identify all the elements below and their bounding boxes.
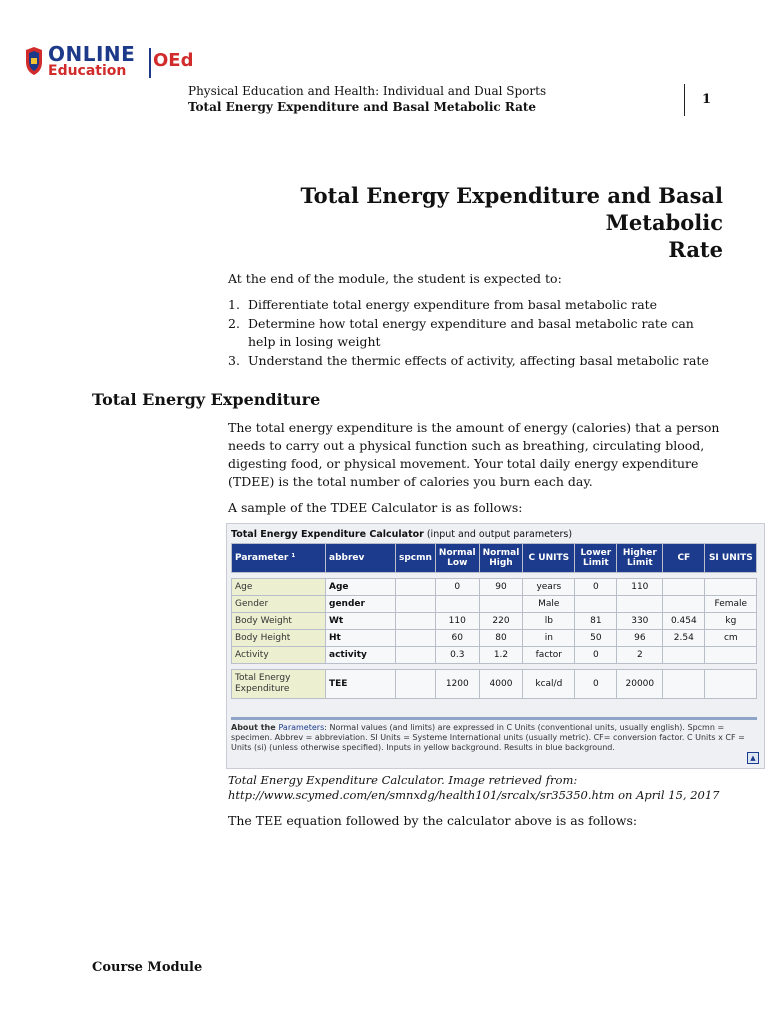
table-cell: 330 — [617, 613, 663, 630]
table-cell: 50 — [575, 630, 617, 647]
table-cell: 1200 — [435, 670, 479, 699]
table-cell: kcal/d — [523, 670, 575, 699]
logo-oed-text: OEd — [153, 50, 194, 71]
calculator-table — [231, 543, 757, 699]
table-cell: Wt — [326, 613, 396, 630]
table-cell: 0 — [575, 670, 617, 699]
column-header: Lower Limit — [575, 544, 617, 573]
table-cell — [705, 647, 757, 664]
table-cell: TEE — [326, 670, 396, 699]
table-row — [232, 613, 757, 630]
table-cell: 4000 — [479, 670, 523, 699]
table-cell — [435, 596, 479, 613]
header-course: Physical Education and Health: Individual and Dual Sports — [188, 84, 547, 98]
table-cell: Body Height — [232, 630, 326, 647]
logo — [22, 42, 194, 84]
logo-separator — [149, 48, 151, 78]
column-header: Parameter ¹ — [232, 544, 326, 573]
table-cell — [575, 596, 617, 613]
table-cell — [705, 670, 757, 699]
column-header: Higher Limit — [617, 544, 663, 573]
up-arrow-icon[interactable]: ▲ — [747, 752, 759, 764]
objective-number: 2. — [228, 316, 240, 331]
column-header: abbrev — [326, 544, 396, 573]
table-cell: 0.454 — [663, 613, 705, 630]
table-cell — [663, 647, 705, 664]
table-cell — [479, 596, 523, 613]
table-cell: Male — [523, 596, 575, 613]
table-cell[interactable] — [396, 596, 436, 613]
table-cell: Body Weight — [232, 613, 326, 630]
table-cell[interactable] — [396, 647, 436, 664]
figure-caption — [228, 773, 719, 803]
table-row — [232, 579, 757, 596]
calculator-note-bold: About the — [231, 723, 279, 732]
objective-number: 3. — [228, 353, 240, 368]
table-row — [232, 596, 757, 613]
column-header: Normal Low — [435, 544, 479, 573]
parameters-link[interactable]: Parameters — [278, 723, 325, 732]
table-cell[interactable] — [396, 579, 436, 596]
table-cell: 110 — [435, 613, 479, 630]
page-title-line2: Rate — [668, 237, 723, 262]
calculator-title-rest: (input and output parameters) — [423, 529, 573, 540]
header-topic: Total Energy Expenditure and Basal Metabolic Rate — [188, 100, 537, 114]
table-cell: 81 — [575, 613, 617, 630]
table-cell: 1.2 — [479, 647, 523, 664]
caption-line2: http://www.scymed.com/en/smnxdg/health101/srcalx/sr35350.htm on April 15, 2017 — [228, 788, 720, 802]
logo-education-text: Education — [48, 63, 127, 79]
column-header: CF — [663, 544, 705, 573]
table-cell — [617, 596, 663, 613]
table-cell: 96 — [617, 630, 663, 647]
intro-text: At the end of the module, the student is expected to: — [228, 271, 562, 286]
table-cell: 0 — [575, 647, 617, 664]
footer-course-module: Course Module — [92, 960, 203, 975]
calculator-title-bold: Total Energy Expenditure Calculator — [231, 529, 424, 540]
table-cell: factor — [523, 647, 575, 664]
table-cell: Gender — [232, 596, 326, 613]
equation-intro: The TEE equation followed by the calculator above is as follows: — [228, 813, 638, 828]
table-cell: cm — [705, 630, 757, 647]
table-header-row — [232, 544, 757, 573]
table-cell: 2.54 — [663, 630, 705, 647]
table-cell: Age — [232, 579, 326, 596]
section-paragraph: The total energy expenditure is the amount of energy (calories) that a person needs to carry out a physical function such as breathing, circulating blood, digesting food, or physical movement. Your total daily energy expenditure (TDEE) is the total number of calories you burn each day. — [228, 420, 720, 489]
column-header: Normal High — [479, 544, 523, 573]
table-cell: 110 — [617, 579, 663, 596]
table-cell: Age — [326, 579, 396, 596]
table-cell: 220 — [479, 613, 523, 630]
caption-line1: Total Energy Expenditure Calculator. Image retrieved from: — [228, 773, 578, 787]
table-cell: years — [523, 579, 575, 596]
section-heading: Total Energy Expenditure — [92, 390, 321, 409]
page-title-line1: Total Energy Expenditure and Basal Metabolic — [300, 183, 723, 235]
table-cell — [663, 670, 705, 699]
table-row — [232, 630, 757, 647]
table-cell[interactable] — [396, 670, 436, 699]
table-cell: in — [523, 630, 575, 647]
table-cell: Female — [705, 596, 757, 613]
table-cell — [663, 579, 705, 596]
tdee-calculator-figure — [226, 523, 765, 769]
objective-text: Differentiate total energy expenditure from basal metabolic rate — [248, 297, 658, 312]
table-cell: gender — [326, 596, 396, 613]
table-cell[interactable] — [396, 630, 436, 647]
table-cell — [663, 596, 705, 613]
table-row — [232, 647, 757, 664]
column-header: spcmn — [396, 544, 436, 573]
table-cell: 0 — [575, 579, 617, 596]
column-header: SI UNITS — [705, 544, 757, 573]
table-cell — [705, 579, 757, 596]
objective-text: Understand the thermic effects of activity, affecting basal metabolic rate — [248, 353, 709, 368]
objective-number: 1. — [228, 297, 240, 312]
table-cell: lb — [523, 613, 575, 630]
table-result-row — [232, 670, 757, 699]
table-cell: 80 — [479, 630, 523, 647]
table-cell: Activity — [232, 647, 326, 664]
header-divider — [684, 84, 685, 116]
table-cell: Ht — [326, 630, 396, 647]
column-header: C UNITS — [523, 544, 575, 573]
objective-text: Determine how total energy expenditure and basal metabolic rate can help in losing weight — [248, 316, 694, 349]
table-cell: 0 — [435, 579, 479, 596]
sample-intro: A sample of the TDEE Calculator is as follows: — [228, 500, 523, 515]
calculator-note — [231, 717, 757, 753]
table-cell: 60 — [435, 630, 479, 647]
shield-crest-icon — [24, 46, 44, 76]
table-cell: activity — [326, 647, 396, 664]
logo-online-text: ONLINE — [48, 42, 136, 66]
table-cell: 20000 — [617, 670, 663, 699]
page-title — [200, 182, 723, 263]
page-number: 1 — [702, 92, 712, 107]
table-cell: kg — [705, 613, 757, 630]
table-cell: Total Energy Expenditure — [232, 670, 326, 699]
table-cell: 90 — [479, 579, 523, 596]
table-cell[interactable] — [396, 613, 436, 630]
calculator-title — [231, 529, 572, 540]
table-cell: 0.3 — [435, 647, 479, 664]
calculator-note-text: : Normal values (and limits) are expressed in C Units (conventional units, usually english). Spcmn = specimen. Abbrev = abbreviation. SI Units = Systeme International units (usually metric). CF= conversion factor. C Units x CF = Units (si) (unless otherwise specified). Inputs in yellow background. Results in blue background. — [231, 723, 745, 752]
table-cell: 2 — [617, 647, 663, 664]
